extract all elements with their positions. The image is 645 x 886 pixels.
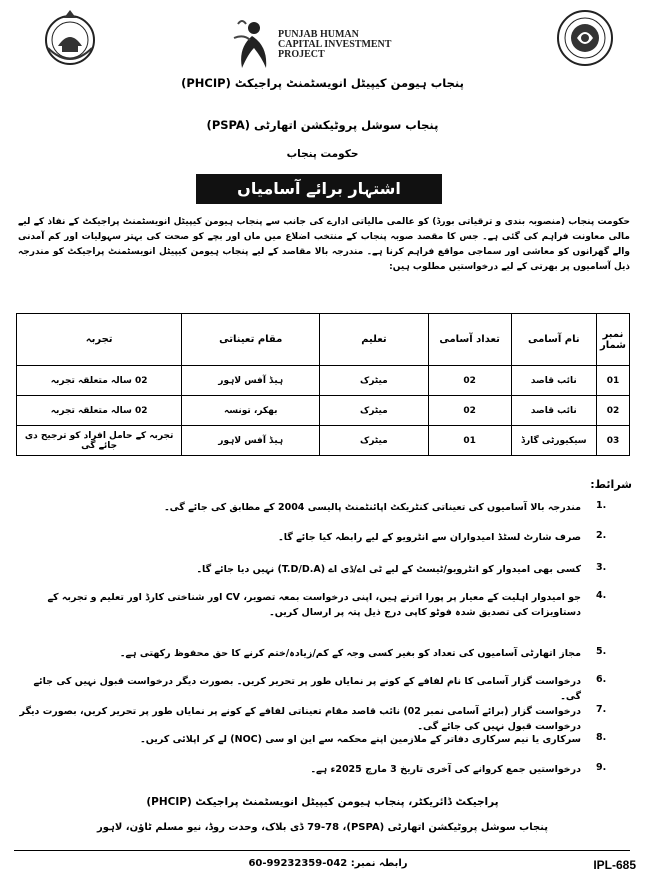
cell-location: ہیڈ آفس لاہور: [182, 366, 320, 396]
intro-paragraph: حکومت پنجاب (منصوبہ بندی و ترقیاتی بورڈ) کو عالمی مالیاتی ادارے کی جانب سے پنجاب ہیومن کیپیٹل انویسٹمنٹ پراجیکٹ کے نفاذ کے لیے مالی معاونت فراہم کی گئی ہے۔ جس کا مقصد صوبہ پنجاب کے منتخب اضلاع میں ماں اور بچے کو صحت کی بہتر سہولیات اور کم آمدنی والے گھرانوں کو معاشی اور سماجی مواقع فراہم کرنا ہے۔ مندرجہ بالا مقاصد کے لیے پنجاب ہیومن کیپیٹل انویسٹمنٹ پراجیکٹ کو مندرجہ ذیل آسامیوں پر بھرتی کے لیے درخواستیں مطلوب ہیں:: [18, 217, 630, 272]
cell-location: ہیڈ آفس لاہور: [182, 426, 320, 456]
footer-address: پنجاب سوشل پروٹیکشن اتھارٹی (PSPA)، 79-78 ڈی بلاک، وحدت روڈ، نیو مسلم ٹاؤن، لاہور: [96, 822, 549, 833]
pspa-seal-logo: [555, 8, 615, 68]
cell-serial: 01: [596, 366, 629, 396]
punjab-government-logo: [40, 8, 100, 68]
condition-number: 1.: [596, 500, 607, 511]
header-line-government: حکومت پنجاب: [286, 148, 359, 160]
table-row: [17, 396, 630, 426]
table-header-row: [17, 314, 630, 366]
advertisement-banner: اشتہار برائے آسامیاں: [196, 174, 442, 204]
cell-experience: 02 سالہ متعلقہ تجربہ: [17, 366, 182, 396]
condition-number: 3.: [596, 562, 607, 573]
cell-education: میٹرک: [320, 426, 428, 456]
header-line-pspa: پنجاب سوشل پروٹیکشن اتھارٹی (PSPA): [206, 118, 439, 132]
condition-number: 7.: [596, 704, 607, 715]
org-name-line-3: PROJECT: [278, 49, 325, 60]
cell-post-count: 02: [428, 396, 511, 426]
condition-text: جو امیدوار اہلیت کے معیار پر پورا اترتے ہیں، اپنی درخواست بمعہ تصویر، CV اور شناختی کارڈ اور تعلیم و تجربہ کے دستاویزات کی تصدیق شدہ فوٹو کاپی درج ذیل پتہ پر ارسال کریں۔: [47, 592, 581, 618]
org-name-line-2: CAPITAL INVESTMENT: [278, 39, 392, 50]
table-row: [17, 366, 630, 396]
cell-post-name: نائب قاصد: [511, 396, 596, 426]
conditions-title: شرائط:: [590, 478, 632, 491]
header-serial: نمبر شمار: [596, 314, 629, 366]
header-location: مقام تعیناتی: [182, 314, 320, 366]
cell-serial: 02: [596, 396, 629, 426]
header-post-count: تعداد آسامی: [428, 314, 511, 366]
condition-text: مجاز اتھارٹی آسامیوں کی تعداد کو بغیر کسی وجہ کے کم/زیادہ/ختم کرنے کا حق محفوظ رکھتی ہے۔: [119, 648, 581, 659]
header-education: تعلیم: [320, 314, 428, 366]
cell-experience: تجربہ کے حامل افراد کو ترجیح دی جائے گی: [17, 426, 182, 456]
condition-text: سرکاری یا نیم سرکاری دفاتر کے ملازمین اپنے محکمہ سے این او سی (NOC) لے کر اپلائی کریں۔: [140, 734, 581, 745]
condition-number: 5.: [596, 646, 607, 657]
org-name: [278, 30, 391, 60]
cell-post-count: 01: [428, 426, 511, 456]
cell-education: میٹرک: [320, 366, 428, 396]
footer-ipl-code: IPL-685: [593, 858, 636, 872]
footer-project-director: پراجیکٹ ڈائریکٹر، پنجاب ہیومن کیپیٹل انویسٹمنٹ پراجیکٹ (PHCIP): [146, 796, 499, 808]
condition-text: درخواست گزار (برائے آسامی نمبر 02) نائب قاصد مقام تعیناتی لفافے کے کونے پر نمایاں طور پر تحریر کریں، بصورت دیگر درخواست قبول نہیں کی جائے گی۔: [19, 706, 581, 732]
phcip-logo: [232, 18, 272, 70]
cell-experience: 02 سالہ متعلقہ تجربہ: [17, 396, 182, 426]
condition-number: 4.: [596, 590, 607, 601]
condition-text: درخواستیں جمع کروانے کی آخری تاریخ 3 مارچ 2025ء ہے۔: [310, 764, 581, 775]
header-experience: تجربہ: [17, 314, 182, 366]
vacancies-table: [16, 313, 630, 456]
header-post-name: نام آسامی: [511, 314, 596, 366]
cell-serial: 03: [596, 426, 629, 456]
condition-text: صرف شارٹ لسٹڈ امیدواران سے انٹرویو کے لیے رابطہ کیا جائے گا۔: [278, 532, 581, 543]
condition-text: مندرجہ بالا آسامیوں کی تعیناتی کنٹریکٹ اپائنٹمنٹ پالیسی 2004 کے مطابق کی جائے گی۔: [164, 502, 581, 513]
footer-contact-number: رابطہ نمبر: 042-99232359-60: [248, 858, 408, 869]
header-line-phcip: پنجاب ہیومن کیپیٹل انویسٹمنٹ پراجیکٹ (PHCIP): [181, 76, 464, 90]
footer-divider: [14, 850, 630, 851]
condition-number: 9.: [596, 762, 607, 773]
condition-number: 8.: [596, 732, 607, 743]
cell-post-count: 02: [428, 366, 511, 396]
condition-text: کسی بھی امیدوار کو انٹرویو/ٹیسٹ کے لیے ٹی اے/ڈی اے (T.D/D.A) نہیں دیا جائے گا۔: [196, 564, 581, 575]
table-row: [17, 426, 630, 456]
condition-text: درخواست گزار آسامی کا نام لفافے کے کونے پر نمایاں طور پر تحریر کریں۔ بصورت دیگر درخواست قبول نہیں کی جائے گی۔: [33, 676, 581, 702]
condition-number: 2.: [596, 530, 607, 541]
cell-education: میٹرک: [320, 396, 428, 426]
cell-post-name: سیکیورٹی گارڈ: [511, 426, 596, 456]
condition-number: 6.: [596, 674, 607, 685]
cell-location: بھکر، تونسہ: [182, 396, 320, 426]
cell-post-name: نائب قاصد: [511, 366, 596, 396]
org-name-line-1: PUNJAB HUMAN: [278, 29, 359, 40]
